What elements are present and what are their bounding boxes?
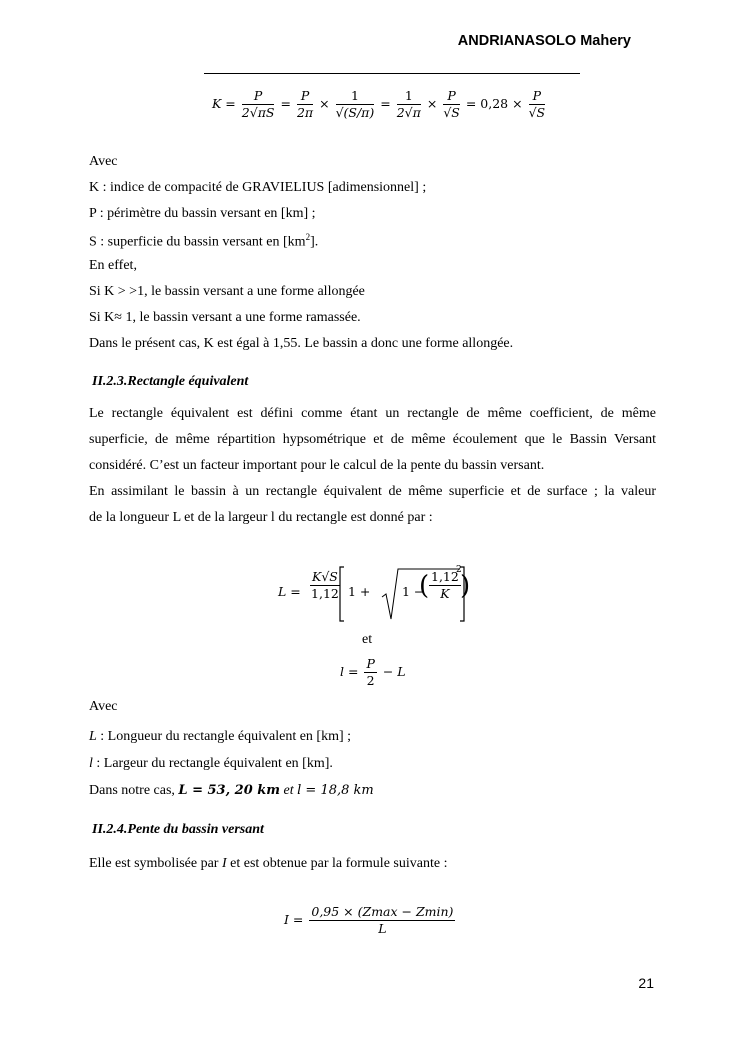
text-en-effet: En effet, (89, 258, 137, 273)
symbol: L (89, 729, 97, 744)
condition-compact: Si K≈ 1, le bassin versant a une forme ramassée. (89, 310, 361, 325)
denominator: √S (528, 105, 546, 120)
text: Dans notre cas, (89, 783, 179, 798)
paren-close: ) (460, 571, 471, 601)
fraction (364, 656, 376, 689)
paren-open: ( (419, 571, 430, 601)
denominator: 2√πS (241, 105, 275, 120)
result-width: l = 18,8 km (297, 783, 374, 798)
text: S : superficie du bassin versant en [km (89, 234, 306, 250)
def-k: K : indice de compacité de GRAVIELIUS [adimensionnel] ; (89, 180, 427, 195)
text: − L (382, 664, 406, 679)
slope-intro (89, 856, 447, 872)
result-length: L = 53, 20 km (178, 783, 281, 798)
page-number: 21 (638, 975, 654, 991)
formula-compactness (212, 88, 547, 121)
fraction (242, 88, 275, 121)
times: × (319, 96, 330, 111)
denominator: √S (443, 105, 460, 120)
section-heading-rectangle: II.2.3.Rectangle équivalent (92, 374, 249, 389)
formula-lw-lhs: l = (340, 664, 359, 679)
fraction (310, 569, 340, 602)
conclusion: Dans le présent cas, K est égal à 1,55. Le bassin a donc une forme allongée. (89, 336, 514, 351)
paragraph-line: de la longueur L et de la largeur l du rectangle est donné par : (89, 510, 433, 525)
formula-i-lhs: I = (284, 912, 304, 927)
formula-k-lhs: K = (212, 96, 236, 111)
text: 1 + (348, 584, 371, 599)
def-s (89, 232, 318, 251)
def-p: P : périmètre du bassin versant en [km] ; (89, 206, 316, 221)
numerator: 1,12 (431, 569, 459, 584)
numerator: 1 (336, 88, 375, 105)
superscript: 2 (305, 232, 311, 242)
denominator: 1,12 (311, 586, 339, 601)
numerator: P (242, 88, 275, 105)
text: et est obtenue par la formule suivante : (226, 856, 448, 871)
numerator: P (366, 656, 375, 671)
numerator: P (297, 88, 313, 105)
denominator: √(S/π) (335, 105, 375, 120)
text: : Longueur du rectangle équivalent en [km] ; (96, 729, 352, 744)
numerator: K√S (312, 569, 338, 584)
formula-width (340, 656, 406, 689)
condition-elongated: Si K > >1, le bassin versant a une forme allongée (89, 284, 365, 299)
formula-slope (284, 904, 457, 937)
denominator: 2√π (396, 105, 421, 120)
denominator: L (378, 921, 387, 936)
numerator: 1 (397, 88, 421, 105)
paragraph-line: superficie, de même répartition hypsométrique et de même écoulement que le Bassin Versant (89, 432, 656, 447)
exponent: 2 (456, 565, 462, 575)
text: ]. (310, 234, 319, 250)
text-avec: Avec (89, 154, 118, 169)
text-avec: Avec (89, 699, 118, 714)
numerator: P (443, 88, 460, 105)
fraction (529, 88, 546, 121)
denominator: K (440, 586, 450, 601)
fraction (397, 88, 421, 121)
formula-l-lhs: L = (278, 584, 301, 599)
header-rule (204, 73, 580, 74)
numerator: P (529, 88, 546, 105)
symbol: l (89, 756, 93, 771)
def-length (89, 729, 351, 745)
equals: = (380, 96, 391, 111)
section-heading-slope: II.2.4.Pente du bassin versant (92, 822, 264, 837)
paragraph-line: En assimilant le bassin à un rectangle équivalent de même superficie et de surface ; la valeur (89, 484, 656, 499)
text: : Largeur du rectangle équivalent en [km]. (92, 756, 333, 771)
running-header: ANDRIANASOLO Mahery (457, 33, 631, 49)
text: et (280, 783, 298, 798)
symbol: I (221, 856, 227, 871)
denominator: 2 (366, 673, 375, 688)
equals: = (280, 96, 291, 111)
paragraph-line: considéré. C’est un facteur important pour le calcul de la pente du bassin versant. (89, 458, 545, 473)
fraction (443, 88, 460, 121)
text: 1 − (402, 584, 425, 599)
fraction (309, 904, 455, 937)
paragraph-line: Le rectangle équivalent est défini comme étant un rectangle de même coefficient, de même (89, 406, 656, 421)
equals-coefficient: = 0,28 × (465, 96, 523, 111)
text-et: et (362, 632, 373, 647)
result-dimensions (89, 783, 374, 799)
fraction (336, 88, 375, 121)
numerator: 0,95 × (Zmax − Zmin) (311, 904, 454, 919)
text: Elle est symbolisée par (89, 856, 222, 871)
times: × (426, 96, 438, 111)
fraction (297, 88, 313, 121)
def-width (89, 756, 333, 772)
denominator: 2π (296, 105, 314, 120)
